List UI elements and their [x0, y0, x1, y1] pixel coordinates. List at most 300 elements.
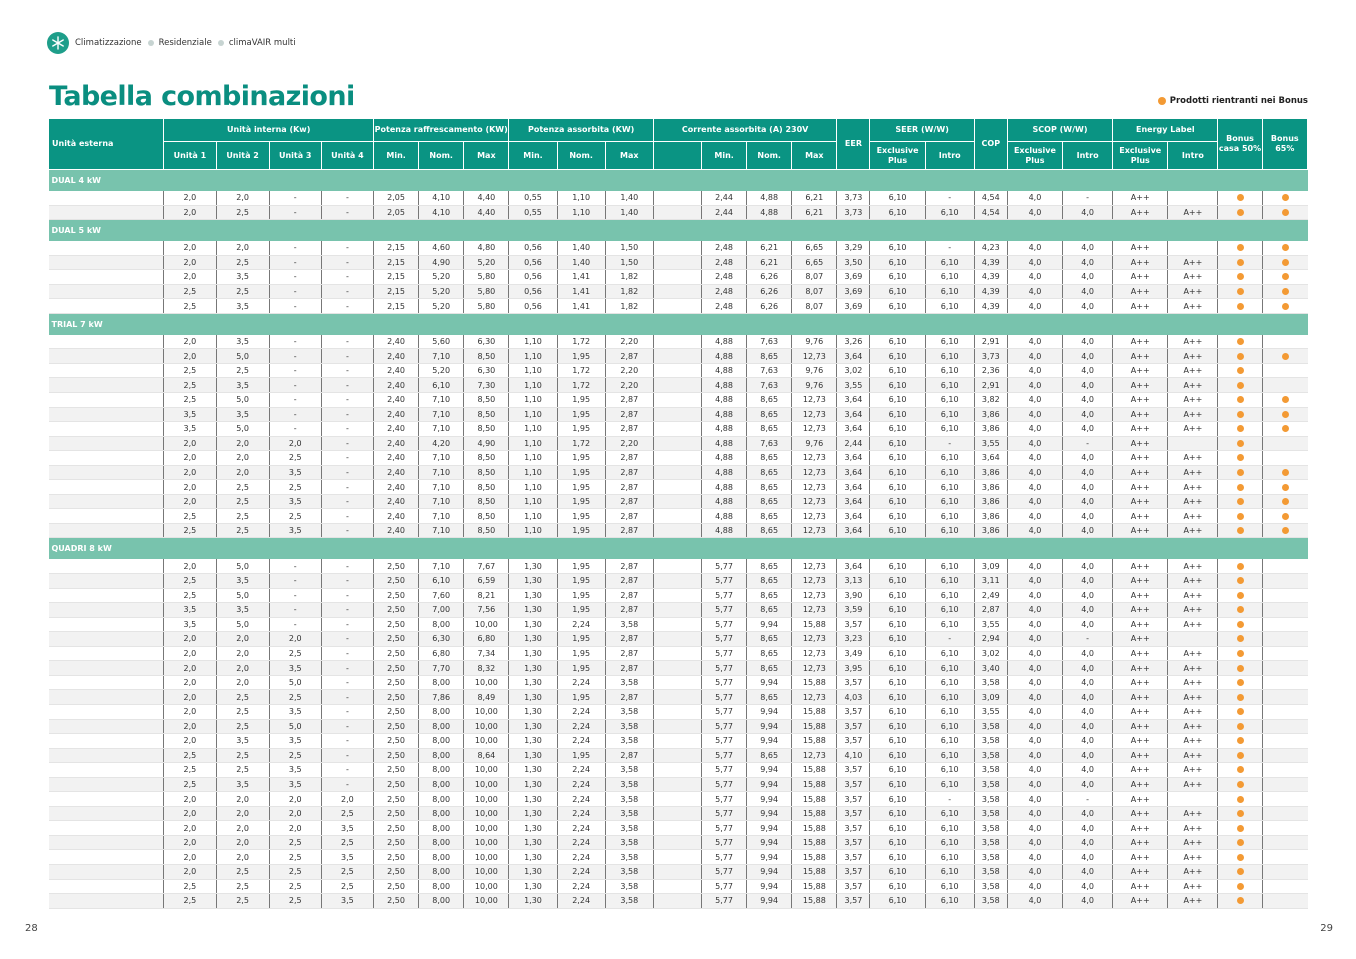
table-cell: 1,10: [509, 509, 557, 524]
table-cell: 1,30: [509, 835, 557, 850]
table-cell: 6,10: [925, 494, 974, 509]
table-row: [49, 523, 1308, 538]
table-cell: 1,95: [557, 407, 605, 422]
table-cell: [49, 675, 164, 690]
table-cell: 8,65: [747, 690, 792, 705]
bonus-casa-cell: [1218, 270, 1262, 285]
table-cell: 3,5: [164, 407, 216, 422]
table-cell: -: [269, 335, 321, 349]
table-cell: 2,24: [557, 719, 605, 734]
table-row: [49, 284, 1308, 299]
table-cell: 2,5: [216, 523, 269, 538]
table-cell: 2,40: [374, 363, 419, 378]
table-cell: A++: [1168, 255, 1218, 270]
page-number-right: 29: [1320, 923, 1333, 934]
table-cell: 3,58: [974, 777, 1007, 792]
table-cell: A++: [1113, 436, 1168, 451]
table-cell: 1,30: [509, 821, 557, 836]
table-cell: -: [321, 734, 373, 749]
table-cell: A++: [1113, 894, 1168, 909]
table-cell: 6,10: [870, 436, 925, 451]
table-row: [49, 632, 1308, 647]
table-cell: 8,50: [464, 465, 509, 480]
table-row: [49, 363, 1308, 378]
table-row: [49, 661, 1308, 676]
table-cell: 9,76: [792, 335, 837, 349]
table-cell: 2,87: [605, 603, 653, 618]
table-cell: [1168, 792, 1218, 807]
table-row: [49, 617, 1308, 632]
table-cell: 2,5: [164, 574, 216, 589]
table-cell: 5,77: [702, 835, 747, 850]
table-cell: 3,57: [837, 821, 870, 836]
table-cell: A++: [1113, 241, 1168, 255]
table-cell: 2,24: [557, 763, 605, 778]
table-cell: A++: [1113, 509, 1168, 524]
table-cell: 3,57: [837, 806, 870, 821]
table-cell: 2,0: [164, 661, 216, 676]
table-cell: 4,0: [1063, 299, 1113, 314]
table-cell: 2,40: [374, 451, 419, 466]
bonus-casa-cell: [1218, 191, 1262, 205]
table-cell: 2,5: [164, 363, 216, 378]
table-row: [49, 646, 1308, 661]
table-cell: 8,07: [792, 270, 837, 285]
table-cell: 2,0: [216, 850, 269, 865]
table-cell: 4,0: [1007, 806, 1062, 821]
table-cell: 3,5: [216, 378, 269, 393]
table-row: [49, 690, 1308, 705]
table-cell: [49, 690, 164, 705]
table-cell: [49, 191, 164, 205]
table-cell: 3,86: [974, 465, 1007, 480]
table-cell: 4,88: [702, 349, 747, 364]
table-cell: 2,0: [164, 632, 216, 647]
table-cell: 2,40: [374, 523, 419, 538]
table-cell: A++: [1168, 523, 1218, 538]
bonus-dot-icon: [1237, 577, 1244, 584]
bonus-casa-cell: [1218, 523, 1262, 538]
table-cell: A++: [1168, 661, 1218, 676]
table-cell: 8,65: [747, 465, 792, 480]
bonus-dot-icon: [1237, 527, 1244, 534]
table-cell: [653, 378, 701, 393]
table-cell: 4,88: [702, 407, 747, 422]
table-cell: 1,82: [605, 270, 653, 285]
table-cell: 5,77: [702, 821, 747, 836]
bonus-dot-icon: [1282, 469, 1289, 476]
table-row: [49, 378, 1308, 393]
table-cell: 1,95: [557, 451, 605, 466]
table-cell: A++: [1168, 719, 1218, 734]
table-cell: -: [321, 523, 373, 538]
bonus-65-cell: [1262, 349, 1307, 364]
table-cell: [49, 335, 164, 349]
table-cell: 9,94: [747, 617, 792, 632]
table-cell: -: [269, 299, 321, 314]
table-cell: 2,50: [374, 559, 419, 573]
table-cell: [653, 523, 701, 538]
table-cell: 2,0: [164, 850, 216, 865]
table-cell: 12,73: [792, 494, 837, 509]
bonus-65-cell: [1262, 690, 1307, 705]
table-cell: 2,87: [605, 559, 653, 573]
table-cell: A++: [1113, 704, 1168, 719]
table-cell: [653, 205, 701, 220]
table-cell: [49, 349, 164, 364]
table-cell: 4,88: [702, 451, 747, 466]
bonus-65-cell: [1262, 704, 1307, 719]
table-cell: 6,10: [925, 763, 974, 778]
table-cell: A++: [1113, 299, 1168, 314]
table-cell: [1168, 632, 1218, 647]
table-cell: 6,65: [792, 255, 837, 270]
table-cell: -: [321, 690, 373, 705]
table-cell: 4,0: [1063, 806, 1113, 821]
table-cell: 3,57: [837, 792, 870, 807]
table-cell: [49, 480, 164, 495]
table-cell: 5,20: [419, 299, 464, 314]
table-cell: 4,0: [1007, 465, 1062, 480]
table-cell: 9,94: [747, 792, 792, 807]
table-cell: [49, 704, 164, 719]
table-cell: 4,0: [1007, 523, 1062, 538]
table-cell: 10,00: [464, 821, 509, 836]
table-cell: A++: [1168, 821, 1218, 836]
bonus-dot-icon: [1237, 897, 1244, 904]
table-cell: 2,87: [605, 393, 653, 408]
table-cell: 8,50: [464, 393, 509, 408]
table-cell: 3,55: [974, 436, 1007, 451]
table-cell: 4,0: [1063, 255, 1113, 270]
bonus-casa-cell: [1218, 835, 1262, 850]
bonus-casa-cell: [1218, 205, 1262, 220]
table-cell: [49, 864, 164, 879]
table-cell: 10,00: [464, 835, 509, 850]
bonus-dot-icon: [1237, 513, 1244, 520]
table-cell: 2,0: [164, 806, 216, 821]
table-cell: 12,73: [792, 748, 837, 763]
table-cell: A++: [1168, 559, 1218, 573]
table-cell: [49, 270, 164, 285]
bonus-65-cell: [1262, 574, 1307, 589]
table-cell: 3,57: [837, 835, 870, 850]
table-cell: A++: [1113, 879, 1168, 894]
bonus-casa-cell: [1218, 806, 1262, 821]
bonus-65-cell: [1262, 632, 1307, 647]
table-cell: 7,86: [419, 690, 464, 705]
table-cell: 7,10: [419, 559, 464, 573]
table-cell: [653, 792, 701, 807]
col-group-corrente-assorbita: Corrente assorbita (A) 230V: [653, 119, 837, 142]
table-cell: 6,26: [747, 299, 792, 314]
table-row: [49, 574, 1308, 589]
table-cell: 4,0: [1007, 617, 1062, 632]
table-cell: 2,0: [164, 205, 216, 220]
col-unita-4: Unità 4: [321, 142, 373, 170]
table-cell: -: [321, 617, 373, 632]
table-cell: 2,40: [374, 436, 419, 451]
table-cell: 2,50: [374, 617, 419, 632]
table-cell: 2,50: [374, 704, 419, 719]
table-cell: A++: [1168, 748, 1218, 763]
table-cell: 6,10: [870, 363, 925, 378]
table-cell: A++: [1113, 661, 1168, 676]
table-cell: 1,30: [509, 661, 557, 676]
table-cell: 1,82: [605, 299, 653, 314]
table-cell: 2,40: [374, 407, 419, 422]
table-cell: 4,0: [1063, 465, 1113, 480]
table-cell: 5,77: [702, 559, 747, 573]
breadcrumb-item[interactable]: Climatizzazione: [75, 38, 142, 48]
table-cell: 2,87: [605, 690, 653, 705]
table-cell: [49, 407, 164, 422]
section-row: [49, 170, 1308, 192]
table-cell: 15,88: [792, 879, 837, 894]
table-cell: 3,58: [605, 704, 653, 719]
table-cell: [653, 646, 701, 661]
table-cell: 6,10: [925, 864, 974, 879]
table-cell: [1168, 436, 1218, 451]
table-cell: 4,0: [1063, 378, 1113, 393]
table-cell: 8,65: [747, 748, 792, 763]
table-cell: 2,0: [216, 191, 269, 205]
table-cell: 6,10: [870, 734, 925, 749]
table-cell: 3,57: [837, 777, 870, 792]
table-cell: 2,50: [374, 588, 419, 603]
bonus-casa-cell: [1218, 719, 1262, 734]
table-cell: 2,0: [164, 436, 216, 451]
table-cell: 2,0: [164, 690, 216, 705]
table-cell: -: [321, 763, 373, 778]
table-cell: 5,20: [419, 284, 464, 299]
table-cell: -: [269, 205, 321, 220]
table-cell: 1,10: [509, 363, 557, 378]
bonus-dot-icon: [1237, 454, 1244, 461]
bonus-casa-cell: [1218, 792, 1262, 807]
table-row: [49, 588, 1308, 603]
table-cell: 3,57: [837, 617, 870, 632]
table-cell: A++: [1113, 632, 1168, 647]
table-cell: [49, 632, 164, 647]
bonus-casa-cell: [1218, 349, 1262, 364]
bonus-casa-cell: [1218, 690, 1262, 705]
table-cell: 2,0: [216, 451, 269, 466]
bonus-dot-icon: [1237, 635, 1244, 642]
table-cell: 12,73: [792, 393, 837, 408]
bonus-dot-icon: [1282, 259, 1289, 266]
table-cell: A++: [1113, 378, 1168, 393]
table-cell: [653, 335, 701, 349]
table-cell: 2,0: [321, 792, 373, 807]
table-cell: [49, 835, 164, 850]
table-cell: 9,94: [747, 777, 792, 792]
table-cell: 2,5: [216, 690, 269, 705]
table-cell: 1,30: [509, 675, 557, 690]
table-cell: 4,0: [1007, 299, 1062, 314]
table-cell: 10,00: [464, 777, 509, 792]
bonus-65-cell: [1262, 393, 1307, 408]
table-cell: 6,21: [792, 205, 837, 220]
table-cell: 6,10: [925, 378, 974, 393]
table-cell: A++: [1168, 777, 1218, 792]
table-cell: 1,95: [557, 465, 605, 480]
col-blank: [653, 142, 701, 170]
table-cell: 5,80: [464, 270, 509, 285]
table-cell: [49, 393, 164, 408]
table-cell: -: [321, 509, 373, 524]
table-cell: A++: [1168, 894, 1218, 909]
table-cell: 8,49: [464, 690, 509, 705]
bonus-65-cell: [1262, 451, 1307, 466]
bonus-65-cell: [1262, 850, 1307, 865]
table-cell: 1,30: [509, 763, 557, 778]
bonus-65-cell: [1262, 864, 1307, 879]
table-cell: 5,60: [419, 335, 464, 349]
table-cell: 6,10: [870, 378, 925, 393]
table-cell: 1,72: [557, 363, 605, 378]
table-cell: [653, 509, 701, 524]
table-cell: 1,95: [557, 422, 605, 437]
table-cell: 6,10: [870, 465, 925, 480]
table-cell: 6,10: [925, 509, 974, 524]
table-cell: 2,48: [702, 284, 747, 299]
table-cell: 1,30: [509, 704, 557, 719]
table-cell: [653, 191, 701, 205]
table-cell: 2,87: [605, 349, 653, 364]
table-cell: 6,10: [870, 617, 925, 632]
col-group-energy-label: Energy Label: [1113, 119, 1218, 142]
table-cell: 6,10: [870, 523, 925, 538]
bonus-dot-icon: [1237, 606, 1244, 613]
table-cell: -: [269, 378, 321, 393]
table-cell: 8,00: [419, 763, 464, 778]
bonus-65-cell: [1262, 748, 1307, 763]
table-cell: 2,5: [216, 509, 269, 524]
table-cell: A++: [1113, 734, 1168, 749]
table-cell: 2,5: [216, 255, 269, 270]
table-cell: 2,5: [269, 835, 321, 850]
section-row: [49, 220, 1308, 242]
table-cell: 4,88: [702, 509, 747, 524]
table-cell: 0,56: [509, 299, 557, 314]
table-cell: 5,0: [216, 617, 269, 632]
bonus-dot-icon: [1237, 303, 1244, 310]
table-cell: 3,58: [605, 777, 653, 792]
table-cell: [653, 821, 701, 836]
table-cell: A++: [1168, 451, 1218, 466]
table-cell: 4,0: [1007, 821, 1062, 836]
table-cell: 3,58: [974, 894, 1007, 909]
table-cell: A++: [1168, 205, 1218, 220]
table-cell: 5,77: [702, 864, 747, 879]
table-cell: A++: [1113, 588, 1168, 603]
table-cell: 12,73: [792, 465, 837, 480]
table-cell: 3,58: [605, 675, 653, 690]
table-cell: A++: [1113, 349, 1168, 364]
bonus-casa-cell: [1218, 509, 1262, 524]
table-cell: A++: [1168, 335, 1218, 349]
table-cell: 4,0: [1007, 719, 1062, 734]
table-cell: -: [925, 241, 974, 255]
bonus-65-cell: [1262, 191, 1307, 205]
table-cell: 2,24: [557, 704, 605, 719]
table-cell: 4,60: [419, 241, 464, 255]
table-cell: [653, 270, 701, 285]
table-cell: 3,64: [837, 480, 870, 495]
table-cell: 9,76: [792, 378, 837, 393]
table-cell: 3,58: [974, 675, 1007, 690]
table-cell: A++: [1168, 509, 1218, 524]
table-cell: 2,50: [374, 763, 419, 778]
col-unita-1: Unità 1: [164, 142, 216, 170]
table-cell: 3,5: [164, 617, 216, 632]
bonus-dot-icon: [1237, 563, 1244, 570]
table-cell: [49, 299, 164, 314]
table-cell: 3,58: [974, 734, 1007, 749]
table-cell: 2,0: [216, 661, 269, 676]
table-cell: 3,57: [837, 879, 870, 894]
table-cell: 6,10: [870, 451, 925, 466]
bonus-dot-icon: [1237, 194, 1244, 201]
table-cell: 4,0: [1007, 763, 1062, 778]
table-row: [49, 494, 1308, 509]
table-cell: -: [1063, 191, 1113, 205]
table-cell: 3,57: [837, 719, 870, 734]
table-cell: 2,5: [216, 363, 269, 378]
bonus-casa-cell: [1218, 574, 1262, 589]
table-cell: [49, 509, 164, 524]
table-cell: 4,0: [1063, 451, 1113, 466]
table-cell: 4,0: [1063, 559, 1113, 573]
table-cell: 4,0: [1007, 835, 1062, 850]
table-cell: 2,0: [269, 632, 321, 647]
table-cell: 2,50: [374, 821, 419, 836]
table-cell: 2,5: [216, 480, 269, 495]
breadcrumb-item[interactable]: climaVAIR multi: [228, 38, 296, 48]
col-group-scop: SCOP (W/W): [1007, 119, 1112, 142]
table-cell: -: [925, 436, 974, 451]
table-cell: [49, 806, 164, 821]
bonus-dot-icon: [1237, 839, 1244, 846]
table-cell: 3,55: [974, 704, 1007, 719]
table-cell: 6,10: [870, 422, 925, 437]
table-cell: A++: [1113, 850, 1168, 865]
table-cell: 10,00: [464, 675, 509, 690]
table-cell: 8,65: [747, 349, 792, 364]
table-cell: 3,5: [216, 407, 269, 422]
breadcrumb-item[interactable]: Residenziale: [158, 38, 212, 48]
table-cell: [653, 349, 701, 364]
table-cell: 6,10: [870, 494, 925, 509]
bonus-65-cell: [1262, 559, 1307, 573]
table-cell: 7,00: [419, 603, 464, 618]
table-cell: 4,0: [1063, 734, 1113, 749]
table-cell: A++: [1113, 748, 1168, 763]
table-cell: 6,10: [925, 299, 974, 314]
table-cell: -: [321, 436, 373, 451]
table-cell: [49, 284, 164, 299]
table-cell: 6,10: [870, 719, 925, 734]
table-cell: 2,44: [837, 436, 870, 451]
table-cell: 10,00: [464, 806, 509, 821]
table-cell: A++: [1113, 422, 1168, 437]
table-cell: 3,5: [269, 763, 321, 778]
table-cell: 8,65: [747, 480, 792, 495]
table-row: [49, 509, 1308, 524]
table-cell: 4,0: [1007, 777, 1062, 792]
bonus-casa-cell: [1218, 422, 1262, 437]
